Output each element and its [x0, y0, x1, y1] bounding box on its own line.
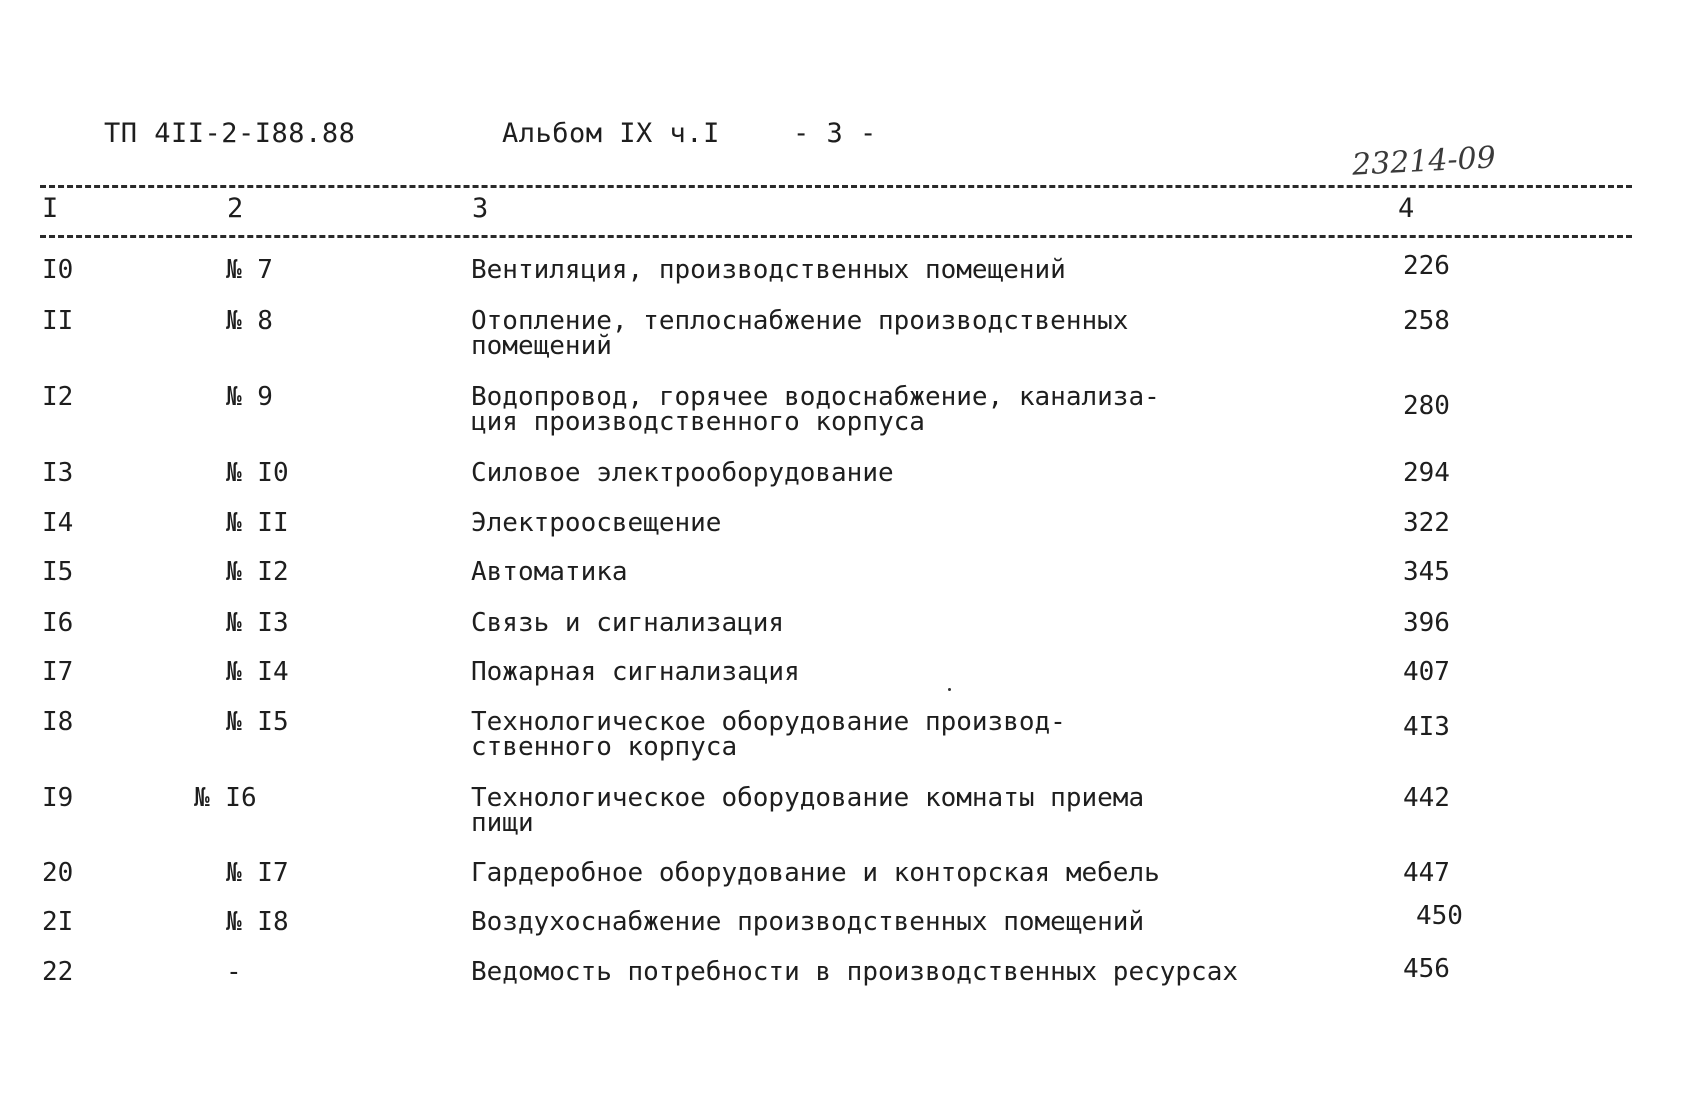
- row-page: 407: [1403, 657, 1450, 687]
- row-title: Гардеробное оборудование и конторская мебель: [471, 858, 1160, 888]
- row-reference: № I6: [194, 783, 257, 813]
- row-title: Технологическое оборудование производ- ственного корпуса: [471, 707, 1066, 762]
- row-page: 447: [1403, 858, 1450, 888]
- row-page: 442: [1403, 783, 1450, 813]
- row-title: Автоматика: [471, 557, 628, 587]
- row-number: I9: [42, 783, 74, 813]
- row-reference: -: [226, 957, 242, 987]
- row-page: 345: [1403, 557, 1450, 587]
- row-page: 450: [1416, 901, 1463, 931]
- row-reference: № I0: [226, 458, 289, 488]
- dashed-divider-header: [40, 235, 1632, 238]
- row-number: II: [42, 306, 74, 336]
- row-page: 322: [1403, 508, 1450, 538]
- row-page: 226: [1403, 251, 1450, 281]
- row-reference: № I7: [226, 858, 289, 888]
- row-reference: № I3: [226, 608, 289, 638]
- row-title: Воздухоснабжение производственных помещений: [471, 907, 1145, 937]
- row-number: 2I: [42, 907, 74, 937]
- row-number: I5: [42, 557, 74, 587]
- row-title: Отопление, теплоснабжение производственных помещений: [471, 306, 1129, 361]
- row-number: 20: [42, 858, 74, 888]
- row-title: Пожарная сигнализация: [471, 657, 800, 687]
- row-title: Электроосвещение: [471, 508, 722, 538]
- document-code: ТП 4II-2-I88.88: [104, 118, 356, 149]
- row-reference: № I5: [226, 707, 289, 737]
- row-reference: № II: [226, 508, 289, 538]
- row-title: Водопровод, горячее водоснабжение, канализа- ция производственного корпуса: [471, 382, 1160, 437]
- row-page: 258: [1403, 306, 1450, 336]
- row-number: I0: [42, 255, 74, 285]
- row-reference: № 8: [226, 306, 273, 336]
- row-title: Технологическое оборудование комнаты приема пищи: [471, 783, 1145, 838]
- row-title: Силовое электрооборудование: [471, 458, 894, 488]
- row-number: I8: [42, 707, 74, 737]
- page-number: - 3 -: [793, 118, 877, 149]
- handwritten-number: 23214-09: [1351, 140, 1497, 183]
- row-number: I3: [42, 458, 74, 488]
- album-label: Альбом IX ч.I: [502, 118, 720, 149]
- column-header-1: I: [42, 193, 59, 224]
- row-page: 396: [1403, 608, 1450, 638]
- row-number: I4: [42, 508, 74, 538]
- row-reference: № 7: [226, 255, 273, 285]
- column-header-2: 2: [227, 193, 244, 224]
- row-reference: № I2: [226, 557, 289, 587]
- row-page: 4I3: [1403, 712, 1450, 742]
- row-reference: № I4: [226, 657, 289, 687]
- stray-dot: [948, 688, 951, 691]
- row-title: Связь и сигнализация: [471, 608, 785, 638]
- row-page: 280: [1403, 391, 1450, 421]
- row-reference: № I8: [226, 907, 289, 937]
- row-title: Вентиляция, производственных помещений: [471, 255, 1066, 285]
- row-page: 294: [1403, 458, 1450, 488]
- row-number: I2: [42, 382, 74, 412]
- row-number: I7: [42, 657, 74, 687]
- row-number: 22: [42, 957, 74, 987]
- row-page: 456: [1403, 954, 1450, 984]
- dashed-divider-top: [40, 185, 1632, 188]
- row-title: Ведомость потребности в производственных ресурсах: [471, 957, 1239, 987]
- row-reference: № 9: [226, 382, 273, 412]
- column-header-4: 4: [1398, 193, 1415, 224]
- column-header-3: 3: [472, 193, 489, 224]
- row-number: I6: [42, 608, 74, 638]
